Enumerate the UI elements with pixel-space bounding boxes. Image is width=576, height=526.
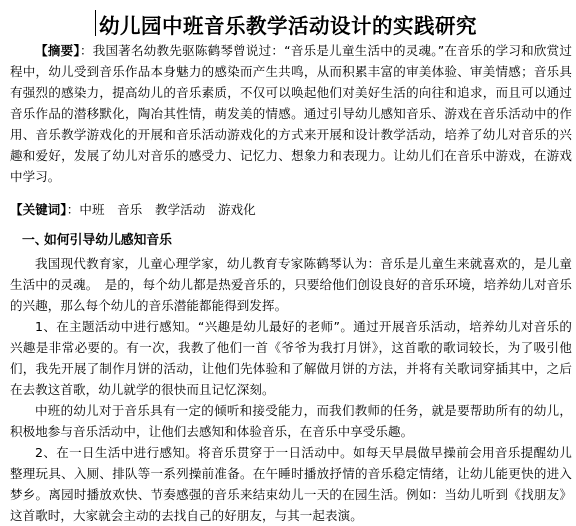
document-title: 幼儿园中班音乐教学活动设计的实践研究 xyxy=(99,14,477,38)
body-paragraph: 我国现代教育家，儿童心理学家，幼儿教育专家陈鹤琴认为：音乐是儿童生来就喜欢的，是儿童生活中的灵魂。 是的，每个幼儿都是热爱音乐的，只要给他们创设良好的音乐环境，培养幼儿对音乐的兴趣，那么每个幼儿的音乐潜能都能得到发挥。 xyxy=(10,256,572,313)
body-paragraph: 中班的幼儿对于音乐具有一定的倾听和接受能力，而我们教师的任务，就是要帮助所有的幼儿，积极地参与音乐活动中，让他们去感知和体验音乐，在音乐中享受乐趣。 xyxy=(10,403,572,439)
keywords-label: 【关键词】 xyxy=(10,202,67,217)
keywords-text: ：中班 音乐 教学活动 游戏化 xyxy=(66,202,256,217)
body-paragraph: 1、在主题活动中进行感知。“兴趣是幼儿最好的老师”。通过开展音乐活动，培养幼儿对音乐的兴趣是非常必要的。有一次，我教了他们一首《爷爷为我打月饼》，这首歌的歌词较长，为了吸引他们，我先开展了制作月饼的活动，让他们先体验和了解做月饼的方法，并将有关歌词穿插其中，之后在去教这首歌，幼儿就学的很快而且记忆深刻。 xyxy=(10,319,572,397)
section-title: 如何引导幼儿感知音乐 xyxy=(44,233,172,248)
text-cursor xyxy=(95,10,96,36)
abstract-label: 【摘要】 xyxy=(35,43,80,58)
abstract-text: ：我国著名幼教先驱陈鹤琴曾说过：“音乐是儿童生活中的灵魂。”在音乐的学习和欣赏过程中，幼儿受到音乐作品本身魅力的感染而产生共鸣，从而积累丰富的审美体验、审美情感；音乐具有强烈的感染力，提高幼儿的音乐素质，不仅可以唤起他们对美好生活的向往和追求，而且可以通过音乐作品的潜移默化，陶冶其性情，萌发美的情感。通过引导幼儿感知音乐、游戏在音乐活动中的作用、音乐教学游戏化的开展和音乐活动游戏化的方式来开展和设计教学活动，培养了幼儿对音乐的兴趣和爱好，发展了幼儿对音乐的感受力、记忆力、想象力和表现力。让幼儿们在音乐中游戏，在游戏中学习。 xyxy=(10,43,573,184)
body-paragraph: 2、在一日生活中进行感知。将音乐贯穿于一日活动中。如每天早晨做早操前会用音乐提醒幼儿整理玩具、入厕、排队等一系列操前准备。在午睡时播放抒情的音乐稳定情绪，让幼儿能更快的进入梦乡。离园时播放欢快、节奏感强的音乐来结束幼儿一天的在园生活。例如：当幼儿听到《找朋友》这首歌时，大家就会主动的去找自己的好朋友，与其一起表演。 xyxy=(10,445,572,523)
section-number: 一、 xyxy=(22,233,48,248)
keywords-paragraph xyxy=(10,199,572,220)
abstract-paragraph xyxy=(10,40,572,187)
section-heading xyxy=(10,229,172,248)
